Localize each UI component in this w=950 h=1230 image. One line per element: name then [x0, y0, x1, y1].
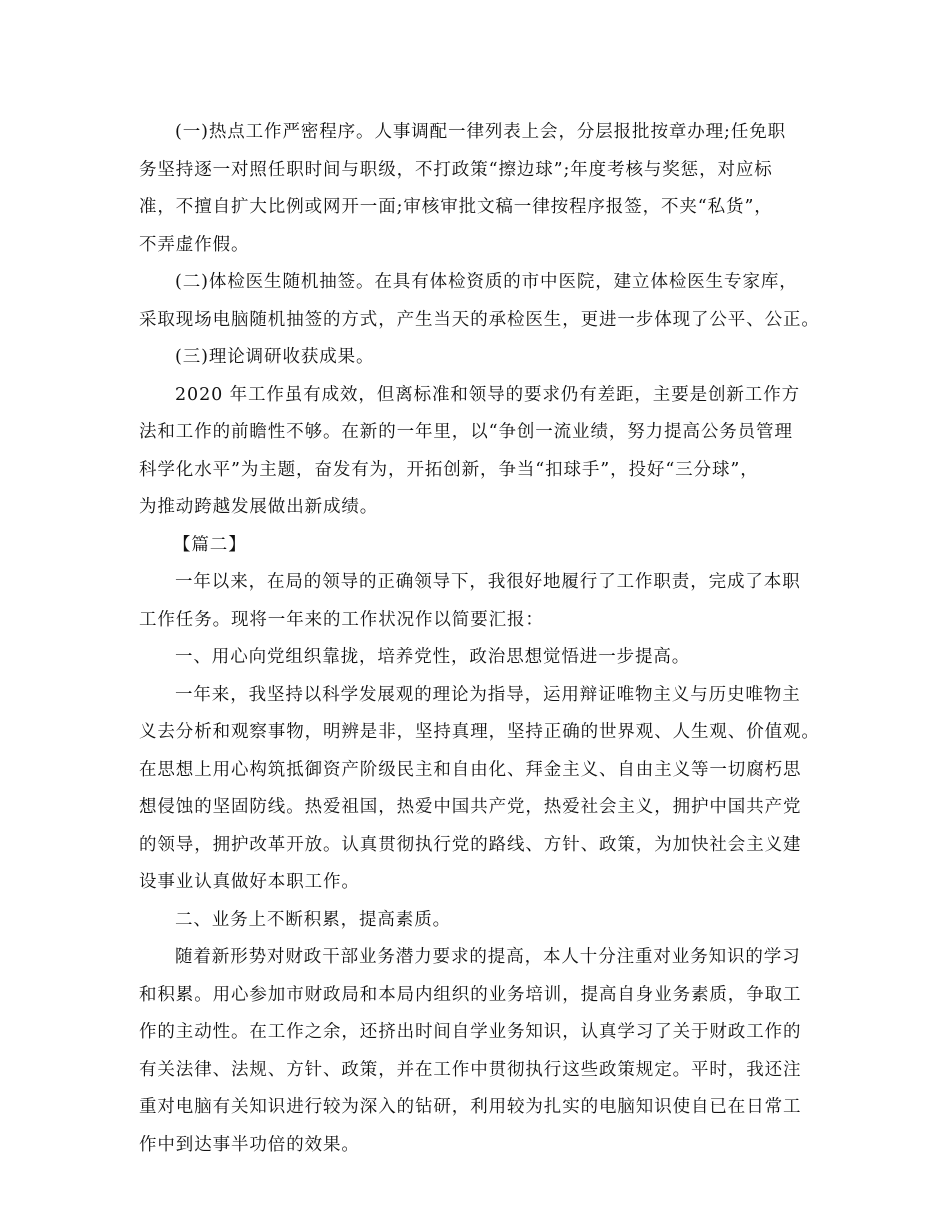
- paragraph-line: 在思想上用心构筑抵御资产阶级民主和自由化、拜金主义、自由主义等一切腐朽思: [139, 759, 802, 780]
- paragraph-line: 设事业认真做好本职工作。: [139, 872, 360, 892]
- paragraph-line: 一年来，我坚持以科学发展观的理论为指导，运用辩证唯物主义与历史唯物主: [175, 684, 801, 705]
- paragraph-line: 为推动跨越发展做出新成绩。: [139, 497, 379, 517]
- paragraph-line: 想侵蚀的坚固防线。热爱祖国，热爱中国共产党，热爱社会主义，拥护中国共产党: [139, 797, 802, 817]
- paragraph-line: 务坚持逐一对照任职时间与职级，不打政策“擦边球”;年度考核与奖惩，对应标: [139, 159, 773, 180]
- paragraph-line: 作中到达事半功倍的效果。: [139, 1134, 360, 1155]
- paragraph-line: 的领导，拥护改革开放。认真贯彻执行党的路线、方针、政策，为加快社会主义建: [139, 834, 802, 855]
- paragraph-line: 重对电脑有关知识进行较为深入的钻研，利用较为扎实的电脑知识使自已在日常工: [139, 1097, 802, 1117]
- paragraph-line: 义去分析和观察事物，明辨是非，坚持真理，坚持正确的世界观、人生观、价值观。: [139, 722, 820, 742]
- section-heading: 二、业务上不断积累，提高素质。: [175, 909, 451, 930]
- paragraph-line: 不弄虚作假。: [139, 234, 250, 255]
- section-heading: (三)理论调研收获成果。: [175, 347, 375, 367]
- paragraph-line: 科学化水平”为主题，奋发有为，开拓创新，争当“扣球手”，投好“三分球”，: [139, 459, 759, 480]
- paragraph-line: 2020 年工作虽有成效，但离标准和领导的要求仍有差距，主要是创新工作方: [175, 384, 800, 405]
- paragraph-line: 有关法律、法规、方针、政策，并在工作中贯彻执行这些政策规定。平时，我还注: [139, 1059, 802, 1080]
- section-heading: 一、用心向党组织靠拢，培养党性，政治思想觉悟进一步提高。: [175, 647, 691, 667]
- paragraph-line: 法和工作的前瞻性不够。在新的一年里，以“争创一流业绩，努力提高公务员管理: [139, 422, 793, 442]
- paragraph-line: (一)热点工作严密程序。人事调配一律列表上会，分层报批按章办理;任免职: [175, 122, 787, 142]
- paragraph-line: 采取现场电脑随机抽签的方式，产生当天的承检医生，更进一步体现了公平、公正。: [139, 309, 820, 330]
- chapter-heading: 【篇二】: [173, 534, 247, 555]
- paragraph-line: 准，不擅自扩大比例或网开一面;审核审批文稿一律按程序报签，不夹“私货”，: [139, 197, 773, 217]
- paragraph-line: (二)体检医生随机抽签。在具有体检资质的市中医院，建立体检医生专家库，: [175, 272, 798, 292]
- paragraph-line: 工作任务。现将一年来的工作状况作以简要汇报：: [139, 609, 544, 630]
- paragraph-line: 作的主动性。在工作之余，还挤出时间自学业务知识，认真学习了关于财政工作的: [139, 1022, 802, 1042]
- paragraph-line: 和积累。用心参加市财政局和本局内组织的业务培训，提高自身业务素质，争取工: [139, 984, 802, 1005]
- document-body: [139, 114, 829, 1164]
- paragraph-line: 一年以来，在局的领导的正确领导下，我很好地履行了工作职责，完成了本职: [175, 572, 801, 592]
- paragraph-line: 随着新形势对财政干部业务潜力要求的提高，本人十分注重对业务知识的学习: [175, 947, 801, 967]
